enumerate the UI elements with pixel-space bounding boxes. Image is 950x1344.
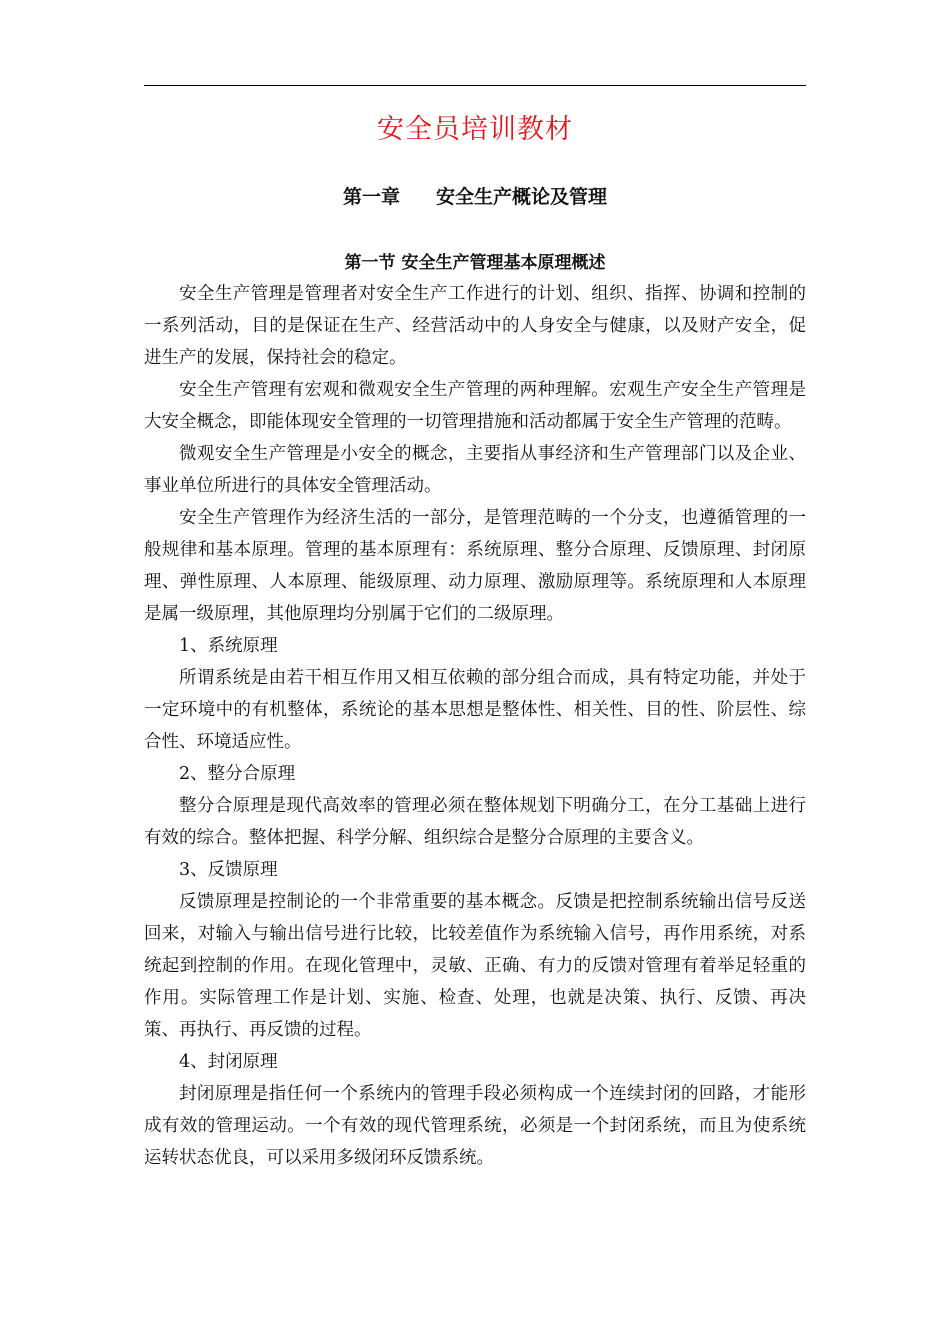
section-heading: 第一节 安全生产管理基本原理概述	[344, 253, 606, 273]
subheading: 4、封闭原理	[179, 1052, 278, 1072]
paragraph: 整分合原理是现代高效率的管理必须在整体规划下明确分工，在分工基础上进行有效的综合。整体把握、科学分解、组织综合是整分合原理的主要含义。	[144, 796, 806, 848]
subheading: 1、系统原理	[179, 636, 278, 656]
chapter-name: 安全生产概论及管理	[436, 186, 608, 208]
paragraph: 反馈原理是控制论的一个非常重要的基本概念。反馈是把控制系统输出信号反送回来，对输入与输出信号进行比较，比较差值作为系统输入信号，再作用系统，对系统起到控制的作用。在现化管理中，灵敏、正确、有力的反馈对管理有着举足轻重的作用。实际管理工作是计划、实施、检查、处理，也就是决策、执行、反馈、再决策、再执行、再反馈的过程。	[144, 892, 806, 1040]
subheading: 2、整分合原理	[179, 764, 296, 784]
body-text	[144, 278, 806, 1174]
chapter-number: 第一章	[342, 186, 400, 208]
chapter-heading	[0, 180, 950, 214]
paragraph: 安全生产管理有宏观和微观安全生产管理的两种理解。宏观生产安全生产管理是大安全概念，即能体现安全管理的一切管理措施和活动都属于安全生产管理的范畴。	[144, 380, 806, 432]
paragraph: 安全生产管理作为经济生活的一部分，是管理范畴的一个分支，也遵循管理的一般规律和基本原理。管理的基本原理有：系统原理、整分合原理、反馈原理、封闭原理、弹性原理、人本原理、能级原理、动力原理、激励原理等。系统原理和人本原理是属一级原理，其他原理均分别属于它们的二级原理。	[144, 508, 806, 624]
header-rule	[144, 85, 806, 86]
paragraph: 微观安全生产管理是小安全的概念，主要指从事经济和生产管理部门以及企业、事业单位所进行的具体安全管理活动。	[144, 444, 806, 496]
paragraph: 所谓系统是由若干相互作用又相互依赖的部分组合而成，具有特定功能，并处于一定环境中的有机整体，系统论的基本思想是整体性、相关性、目的性、阶层性、综合性、环境适应性。	[144, 668, 806, 752]
paragraph: 封闭原理是指任何一个系统内的管理手段必须构成一个连续封闭的回路，才能形成有效的管理运动。一个有效的现代管理系统，必须是一个封闭系统，而且为使系统运转状态优良，可以采用多级闭环反馈系统。	[144, 1084, 806, 1168]
document-title: 安全员培训教材	[377, 114, 573, 145]
paragraph: 安全生产管理是管理者对安全生产工作进行的计划、组织、指挥、协调和控制的一系列活动，目的是保证在生产、经营活动中的人身安全与健康，以及财产安全，促进生产的发展，保持社会的稳定。	[144, 284, 806, 368]
subheading: 3、反馈原理	[179, 860, 278, 880]
